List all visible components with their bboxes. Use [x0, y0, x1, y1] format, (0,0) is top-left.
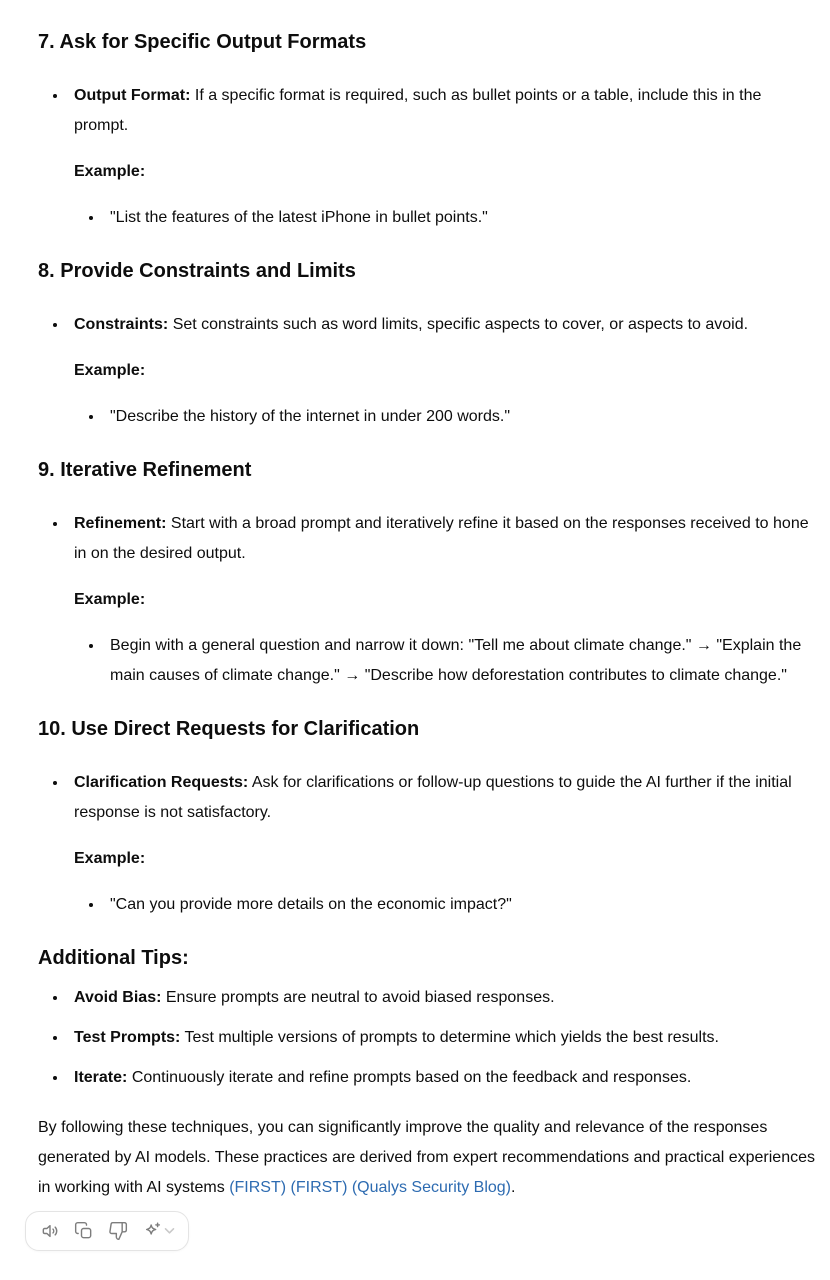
list-item-description: Ask for clarifications or follow-up questions to guide the AI further if the initial response is not satisfactory.: [74, 774, 792, 821]
list-item-description: Start with a broad prompt and iteratively refine it based on the responses received to hone in on the desired output.: [74, 515, 809, 562]
example-list: [74, 890, 816, 920]
section-7: [38, 30, 816, 233]
list-item: [74, 509, 816, 691]
closing-text: By following these techniques, you can significantly improve the quality and relevance of the responses generated by AI models. These practices are derived from expert recommendations and practical experiences in working with AI systems: [38, 1119, 815, 1196]
tip-term: Iterate:: [74, 1069, 128, 1086]
message-action-bar: [25, 1211, 189, 1251]
closing-period: .: [511, 1179, 516, 1196]
additional-tips-list: [38, 983, 816, 1093]
list-item-term: Constraints:: [74, 316, 169, 333]
citation-link-first-1[interactable]: (FIRST): [229, 1179, 287, 1196]
section-9-heading: 9. Iterative Refinement: [38, 459, 252, 481]
list-item-text: [74, 81, 816, 141]
example-label: Example:: [74, 362, 146, 379]
copy-button[interactable]: [68, 1218, 100, 1244]
read-aloud-button[interactable]: [34, 1218, 66, 1244]
list-item: [74, 81, 816, 233]
citation-link-first-2[interactable]: (FIRST): [290, 1179, 348, 1196]
tip-description: Ensure prompts are neutral to avoid biased responses.: [165, 989, 555, 1006]
list-item-term: Output Format:: [74, 87, 191, 104]
copy-icon: [74, 1221, 94, 1241]
example-label: Example:: [74, 591, 146, 608]
list-item: [74, 310, 816, 432]
example-item: "List the features of the latest iPhone in bullet points.": [110, 203, 816, 233]
section-10: [38, 717, 816, 920]
tip-description: Continuously iterate and refine prompts based on the feedback and responses.: [131, 1069, 692, 1086]
additional-tips-heading: Additional Tips:: [38, 947, 189, 969]
example-list: [74, 203, 816, 233]
model-switcher-button[interactable]: [136, 1218, 180, 1244]
assistant-message: [38, 30, 816, 1252]
additional-tips: [38, 946, 816, 1093]
tip-term: Avoid Bias:: [74, 989, 162, 1006]
list-item-text: [74, 768, 816, 828]
example-item: "Describe the history of the internet in under 200 words.": [110, 402, 816, 432]
example-item: "Can you provide more details on the economic impact?": [110, 890, 816, 920]
list-item: [74, 768, 816, 920]
section-9-list: [38, 509, 816, 691]
section-10-list: [38, 768, 816, 920]
section-7-heading: 7. Ask for Specific Output Formats: [38, 31, 367, 53]
tip-term: Test Prompts:: [74, 1029, 181, 1046]
citation-link-qualys[interactable]: (Qualys Security Blog): [351, 1179, 512, 1196]
list-item-description: If a specific format is required, such as bullet points or a table, include this in the prompt.: [74, 87, 762, 134]
section-7-list: [38, 81, 816, 233]
read-aloud-icon: [40, 1221, 60, 1241]
list-item-term: Clarification Requests:: [74, 774, 249, 791]
section-8: [38, 259, 816, 432]
tip-item: [74, 983, 816, 1013]
section-8-list: [38, 310, 816, 432]
example-list: [74, 631, 816, 691]
list-item-text: [74, 310, 816, 340]
tip-description: Test multiple versions of prompts to determine which yields the best results.: [184, 1029, 719, 1046]
thumbs-down-button[interactable]: [102, 1218, 134, 1244]
example-label: Example:: [74, 850, 146, 867]
thumbs-down-icon: [108, 1221, 128, 1241]
example-label: Example:: [74, 163, 146, 180]
example-item: Begin with a general question and narrow it down: "Tell me about climate change." → "Explain the main causes of climate change." → "Describe how deforestation contributes to climate change.": [110, 631, 816, 691]
tip-item: [74, 1063, 816, 1093]
section-10-heading: 10. Use Direct Requests for Clarification: [38, 718, 420, 740]
section-9: [38, 458, 816, 691]
sparkle-icon: [142, 1221, 162, 1241]
example-list: [74, 402, 816, 432]
chevron-down-icon: [164, 1227, 175, 1235]
tip-item: [74, 1023, 816, 1053]
list-item-term: Refinement:: [74, 515, 167, 532]
list-item-description: Set constraints such as word limits, specific aspects to cover, or aspects to avoid.: [172, 316, 749, 333]
closing-paragraph: [38, 1113, 816, 1203]
list-item-text: [74, 509, 816, 569]
section-8-heading: 8. Provide Constraints and Limits: [38, 260, 356, 282]
